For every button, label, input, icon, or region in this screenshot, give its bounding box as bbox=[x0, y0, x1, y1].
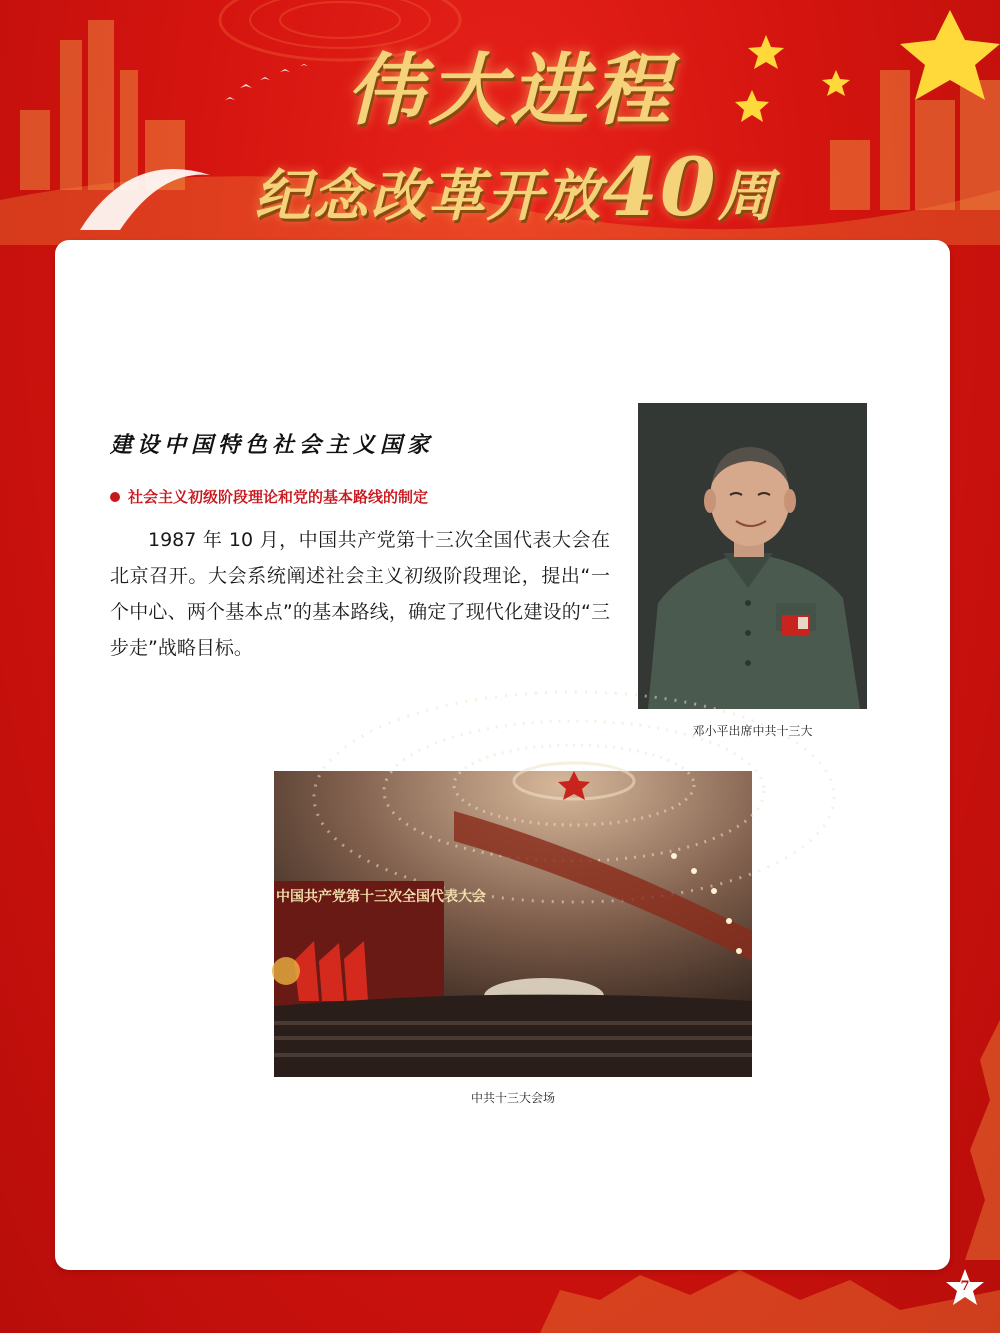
portrait-photo bbox=[638, 403, 867, 709]
subheading-text: 社会主义初级阶段理论和党的基本路线的制定 bbox=[128, 488, 429, 506]
congress-hall-photo bbox=[274, 771, 752, 1077]
great-wall-side-decoration bbox=[950, 1020, 1000, 1260]
body-paragraph: 1987 年 10 月，中国共产党第十三次全国代表大会在北京召开。大会系统阐述社会主义初级阶段理论，提出“一个中心、两个基本点”的基本路线，确定了现代化建设的“三步走”战略目标。 bbox=[110, 529, 610, 659]
banner-subtitle-prefix: 纪念改革开放 bbox=[254, 163, 603, 229]
bullet-dot-icon bbox=[110, 492, 120, 502]
banner-subtitle-suffix: 周 bbox=[717, 163, 776, 229]
banner-title: 伟大进程 bbox=[345, 45, 674, 136]
hall-caption: 中共十三大会场 bbox=[470, 1091, 555, 1105]
hall-banner-text: 中国共产党第十三次全国代表大会 bbox=[276, 889, 486, 905]
content-card bbox=[55, 240, 950, 1270]
section-title: 建设中国特色社会主义国家 bbox=[110, 432, 435, 458]
portrait-caption: 邓小平出席中共十三大 bbox=[692, 724, 813, 738]
header-banner bbox=[0, 0, 1000, 245]
portrait-illustration bbox=[638, 403, 867, 709]
banner-subtitle-number: 40 bbox=[602, 140, 718, 234]
subheading bbox=[110, 486, 428, 507]
congress-hall-illustration bbox=[274, 771, 752, 1077]
page-number: 7 bbox=[960, 1279, 970, 1294]
